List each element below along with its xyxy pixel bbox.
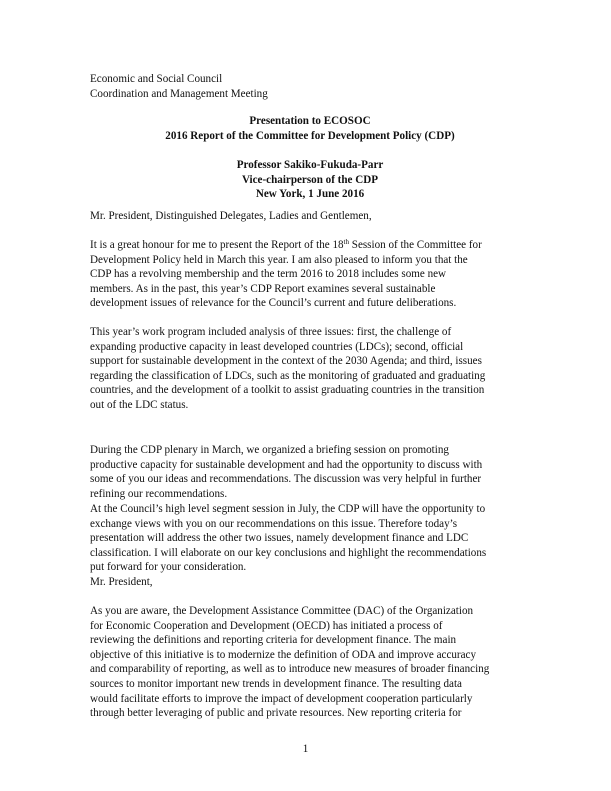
paragraph-line: Development Policy held in March this year. I am also pleased to inform you that the	[90, 253, 468, 266]
meeting-header	[90, 72, 530, 101]
salutation	[90, 209, 530, 224]
paragraph-line: presentation will address the other two issues, namely development finance and LDC	[90, 532, 469, 545]
ordinal-suffix: th	[343, 238, 349, 246]
page-number: 1	[302, 743, 309, 755]
speaker-name: Professor Sakiko-Fukuda-Parr	[236, 159, 384, 171]
meeting-name: Coordination and Management Meeting	[90, 87, 268, 100]
para1-pre: It is a great honour for me to present the Report of the 18	[90, 239, 344, 251]
council-name: Economic and Social Council	[90, 73, 223, 85]
title-line-2: 2016 Report of the Committee for Development Policy (CDP)	[165, 129, 455, 142]
paragraph-5	[90, 604, 530, 721]
paragraph-line: expanding productive capacity in least developed countries (LDCs); second, official	[90, 340, 464, 353]
paragraph-3	[90, 443, 530, 501]
paragraph-1	[90, 238, 530, 311]
place-date: New York, 1 June 2016	[255, 188, 365, 201]
paragraph-line: As you are aware, the Development Assistance Committee (DAC) of the Organization	[90, 605, 474, 617]
address-text: Mr. President,	[90, 576, 153, 588]
paragraph-line: During the CDP plenary in March, we organized a briefing session on promoting	[90, 444, 449, 456]
para1-post: Session of the Committee for	[349, 239, 482, 251]
paragraph-line: reviewing the definitions and reporting criteria for development finance. The main	[90, 634, 457, 647]
salutation-line: Mr. President, Distinguished Delegates, Ladies and Gentlemen,	[90, 210, 372, 222]
paragraph-line: countries, and the development of a toolkit to assist graduating countries in the transition	[90, 384, 485, 397]
paragraph-line: regarding the classification of LDCs, such as the monitoring of graduated and graduating	[90, 369, 486, 382]
title-line-1: Presentation to ECOSOC	[249, 115, 371, 127]
speaker-block	[60, 158, 560, 202]
paragraph-1-line-1	[90, 238, 530, 253]
paragraph-4	[90, 502, 530, 575]
paragraph-line: put forward for your consideration.	[90, 561, 247, 574]
paragraph-line: refining our recommendations.	[90, 487, 228, 500]
paragraph-line: and comparability of reporting, as well as to introduce new measures of broader financing	[90, 663, 490, 676]
paragraph-line: exchange views with you on our recommendations on this issue. Therefore today’s	[90, 517, 458, 530]
paragraph-line: through better leveraging of public and private resources. New reporting criteria for	[90, 707, 462, 720]
paragraph-line: productive capacity for sustainable development and had the opportunity to discuss with	[90, 458, 483, 471]
paragraph-line: for Economic Cooperation and Development (OECD) has initiated a process of	[90, 619, 443, 632]
speaker-role: Vice-chairperson of the CDP	[241, 173, 379, 186]
paragraph-line: out of the LDC status.	[90, 398, 189, 411]
paragraph-line: classification. I will elaborate on our key conclusions and highlight the recommendations	[90, 546, 487, 559]
paragraph-line: support for sustainable development in the context of the 2030 Agenda; and third, issues	[90, 355, 482, 368]
paragraph-line: objective of this initiative is to modernize the definition of ODA and improve accuracy	[90, 648, 477, 661]
paragraph-line: development issues of relevance for the Council’s current and future deliberations.	[90, 297, 457, 310]
paragraph-line: members. As in the past, this year’s CDP Report examines several sustainable	[90, 282, 436, 295]
paragraph-line: would facilitate efforts to improve the impact of development cooperation particularly	[90, 692, 473, 705]
presentation-title	[60, 114, 560, 143]
paragraph-line: This year’s work program included analysis of three issues: first, the challenge of	[90, 326, 452, 338]
paragraph-line: CDP has a revolving membership and the term 2016 to 2018 includes some new	[90, 268, 447, 281]
paragraph-line: sources to monitor important new trends in development finance. The resulting data	[90, 677, 462, 690]
paragraph-line: At the Council’s high level segment session in July, the CDP will have the opportunity to	[90, 503, 486, 515]
address-line	[90, 575, 530, 590]
paragraph-line: some of you our ideas and recommendations. The discussion was very helpful in further	[90, 473, 482, 486]
paragraph-2	[90, 325, 530, 413]
